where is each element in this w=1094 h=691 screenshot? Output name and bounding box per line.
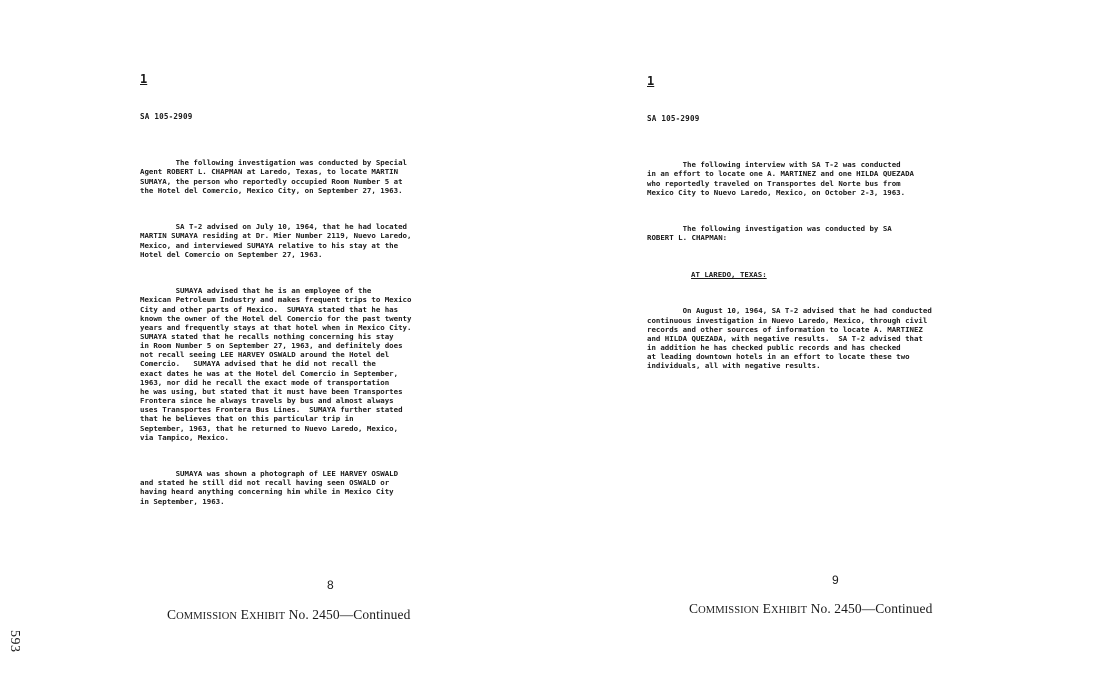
paragraph: The following investigation was conducted by SA ROBERT L. CHAPMAN: — [647, 224, 892, 243]
body-text — [140, 140, 411, 524]
exhibit-caption — [167, 607, 410, 623]
caption-smallcaps: XHIBIT — [248, 611, 286, 622]
caption-smallcaps: OMMISSION — [698, 605, 760, 616]
section-heading-text: AT LAREDO, TEXAS: — [691, 269, 767, 279]
paragraph: SUMAYA was shown a photograph of LEE HARVEY OSWALD and stated he still did not recall having seen OSWALD or having heard anything concerning him while in Mexico City in September, 1963. — [140, 469, 399, 506]
caption-smallcaps: XHIBIT — [770, 605, 808, 616]
paragraph: On August 10, 1964, SA T-2 advised that he had conducted continuous investigation in Nuevo Laredo, Mexico, through civil records and other sources of information to locate A. MARTINEZ and HILDA QUEZADA, with negative results. SA T-2 advised that in addition he has checked public records and has checked at leading downtown hotels in an effort to locate these two individuals, all with negative results. — [647, 306, 932, 371]
caption-initial: E — [240, 607, 249, 622]
caption-number: No. 2450—Continued — [288, 607, 411, 622]
exhibit-caption — [689, 601, 932, 617]
paragraph: The following investigation was conducted by Special Agent ROBERT L. CHAPMAN at Laredo, Texas, to locate MARTIN SUMAYA, the person who reportedly occupied Room Number 5 at the Hotel del Comercio, Mexico City, on September 27, 1963. — [140, 158, 407, 195]
caption-number: No. 2450—Continued — [810, 601, 933, 616]
file-number: SA 105-2909 — [647, 114, 700, 123]
page-mark: 1 — [647, 74, 655, 88]
paragraph: The following interview with SA T-2 was conducted in an effort to locate one A. MARTINEZ and one HILDA QUEZADA who reportedly traveled on Transportes del Norte bus from Mexico City to Nuevo Laredo, Mexico, on October 2-3, 1963. — [647, 160, 914, 197]
page-number: 8 — [327, 578, 334, 592]
page-number: 9 — [832, 573, 839, 587]
section-heading — [647, 270, 932, 279]
caption-smallcaps: OMMISSION — [176, 611, 238, 622]
caption-initial: C — [689, 601, 699, 616]
caption-initial: C — [167, 607, 177, 622]
paragraph: SUMAYA advised that he is an employee of the Mexican Petroleum Industry and makes frequent trips to Mexico City and other parts of Mexico. SUMAYA stated that he has known the owner of the Hotel del Comercio for the past twenty years and frequently stays at that hotel when in Mexico City. SUMAYA stated that he recalls nothing concerning his stay in Room Number 5 on September 27, 1963, and definitely does not recall seeing LEE HARVEY OSWALD around the Hotel del Comercio. SUMAYA advised that he did not recall the exact dates he was at the Hotel del Comercio in September, 1963, nor did he recall the exact mode of transportation he was using, but stated that it must have been Transportes Frontera since he always travels by bus and almost always uses Transportes Frontera Bus Lines. SUMAYA further stated that he believes that on this particular trip in September, 1963, that he returned to Nuevo Laredo, Mexico, via Tampico, Mexico. — [140, 286, 412, 442]
right-page — [547, 0, 1094, 691]
file-number: SA 105-2909 — [140, 112, 193, 121]
caption-initial: E — [762, 601, 771, 616]
page-mark: 1 — [140, 72, 148, 86]
paragraph: SA T-2 advised on July 10, 1964, that he had located MARTIN SUMAYA residing at Dr. Mier Number 2119, Nuevo Laredo, Mexico, and interviewed SUMAYA relative to his stay at the Hotel del Comercio on September 27, 1963. — [140, 222, 412, 259]
body-text — [647, 142, 932, 389]
margin-page-number: 593 — [7, 630, 22, 653]
